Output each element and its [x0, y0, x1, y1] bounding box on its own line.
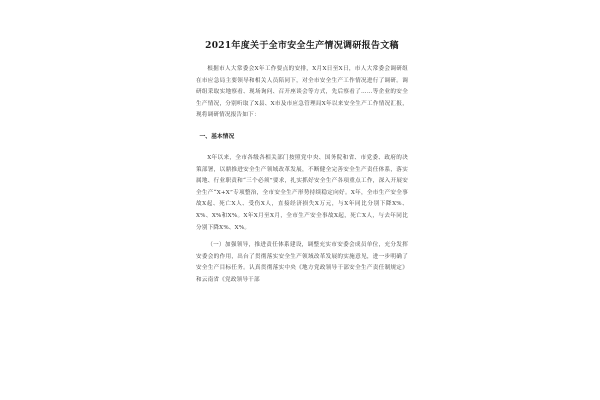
document-body	[196, 40, 408, 293]
leadership-paragraph: （一）加强领导，推进责任体系建设，调整充实市安委会成员单位，充分发挥安委会的作用，出台了贯彻落实安全生产领域改革发展的实施意见，进一步明确了安全生产目标任务。认真贯彻落实中央《地方党政领导干部安全生产责任制规定》和云南省《党政领导干部	[196, 242, 408, 283]
overview-paragraph: X年以来，全市各级各相关部门按照党中央、国务院和省、市党委、政府的决策部署，以鼎推进安全生产领域改革发展，不断健全完善安全生产责任体系，落实属地、行业职责和“三个必须”要求，扎实抓好安全生产各项重点工作，深入开展安全生产“X+X”专项整治，全市安全生产形势持续稳定向好。X年，全市生产安全事故X起、死亡X人、受伤X人，直接经济损失X万元，与X年同比分别下降X%、X%、X%和X%。X年X月至X月，全市生产安全事故X起，死亡X人，与去年同比分别下降X%、X%。	[196, 154, 408, 231]
section-heading-basic-situation: 一、基本情况	[199, 133, 235, 140]
intro-paragraph: 根据市人大常委会X年工作要点的安排，X月X日至X日，市人大常委会调研组在市应急局主要领导和相关人员陪同下，对全市安全生产工作情况进行了调研。调研组采取实地察看、现场询问、召开座谈会等方式，先后察看了……等企业的安全生产情况，分别听取了X县、X市及市应急管理局X年以来安全生产工作情况汇报，现将调研情况报告如下：	[196, 66, 408, 119]
document-title: 2021年度关于全市安全生产情况调研报告文稿	[205, 41, 399, 51]
